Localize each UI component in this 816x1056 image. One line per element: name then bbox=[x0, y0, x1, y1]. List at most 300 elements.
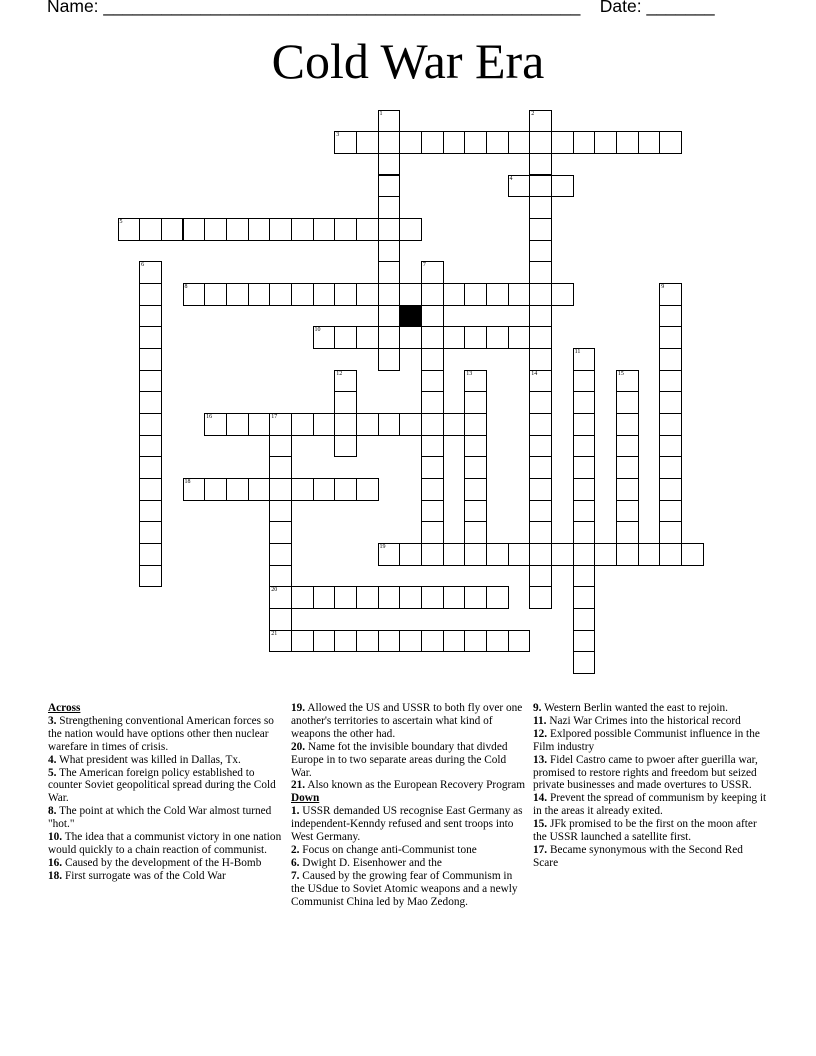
grid-cell[interactable] bbox=[529, 565, 552, 588]
clue-number: 16 bbox=[206, 413, 213, 420]
grid-cell[interactable] bbox=[443, 326, 466, 349]
grid-cell[interactable] bbox=[464, 370, 487, 393]
clue-item bbox=[291, 857, 527, 870]
grid-cell[interactable] bbox=[659, 543, 682, 566]
grid-cell[interactable] bbox=[378, 283, 401, 306]
grid-cell[interactable] bbox=[551, 543, 574, 566]
clue-number: 4 bbox=[509, 175, 513, 182]
grid-cell[interactable] bbox=[616, 500, 639, 523]
clue-item bbox=[291, 805, 527, 844]
grid-cell[interactable] bbox=[659, 305, 682, 328]
grid-cell[interactable] bbox=[269, 500, 292, 523]
grid-cell[interactable] bbox=[204, 283, 227, 306]
grid-cell[interactable] bbox=[313, 586, 336, 609]
grid-cell[interactable] bbox=[139, 456, 162, 479]
grid-cell[interactable] bbox=[248, 283, 271, 306]
clue-item-text: The American foreign policy established to counter Soviet geopolitical spread during the Cold War. bbox=[48, 766, 276, 805]
grid-cell[interactable] bbox=[573, 478, 596, 501]
grid-cell[interactable] bbox=[378, 196, 401, 219]
grid-cell[interactable] bbox=[573, 586, 596, 609]
grid-cell[interactable] bbox=[529, 110, 552, 133]
clue-item-text: Became synonymous with the Second Red Scare bbox=[533, 843, 743, 869]
grid-cell[interactable] bbox=[248, 413, 271, 436]
grid-cell[interactable] bbox=[139, 521, 162, 544]
grid-cell[interactable] bbox=[464, 283, 487, 306]
grid-cell[interactable] bbox=[421, 586, 444, 609]
clue-item-number: 9. bbox=[533, 702, 542, 714]
grid-cell[interactable] bbox=[529, 218, 552, 241]
grid-cell[interactable] bbox=[464, 326, 487, 349]
grid-cell[interactable] bbox=[659, 500, 682, 523]
grid-cell[interactable] bbox=[334, 586, 357, 609]
clue-number: 10 bbox=[314, 327, 321, 334]
grid-cell[interactable] bbox=[529, 586, 552, 609]
clue-item-text: Strengthening conventional American forces so the nation would have options other then nuclear warefare in times of crisis. bbox=[48, 714, 274, 753]
clue-item bbox=[48, 831, 286, 857]
clue-item bbox=[291, 702, 527, 741]
clue-item bbox=[533, 792, 767, 818]
clue-item-text: Nazi War Crimes into the historical record bbox=[546, 714, 741, 727]
grid-cell[interactable] bbox=[139, 413, 162, 436]
grid-cell[interactable] bbox=[638, 131, 661, 154]
grid-cell[interactable] bbox=[421, 131, 444, 154]
grid-cell[interactable] bbox=[139, 478, 162, 501]
grid-cell[interactable] bbox=[378, 543, 401, 566]
grid-cell[interactable] bbox=[269, 435, 292, 458]
clue-number: 8 bbox=[184, 283, 188, 290]
grid-cell[interactable] bbox=[183, 283, 206, 306]
grid-cell[interactable] bbox=[529, 500, 552, 523]
grid-cell[interactable] bbox=[313, 218, 336, 241]
grid-cell[interactable] bbox=[421, 413, 444, 436]
clue-item bbox=[48, 870, 286, 883]
grid-cell[interactable] bbox=[464, 500, 487, 523]
grid-cell[interactable] bbox=[334, 370, 357, 393]
clue-item bbox=[291, 779, 527, 792]
grid-cell[interactable] bbox=[551, 175, 574, 198]
grid-cell[interactable] bbox=[139, 261, 162, 284]
clues-column-3 bbox=[533, 702, 767, 870]
grid-cell[interactable] bbox=[248, 218, 271, 241]
grid-cell[interactable] bbox=[183, 478, 206, 501]
grid-cell[interactable] bbox=[399, 326, 422, 349]
grid-cell[interactable] bbox=[659, 413, 682, 436]
grid-cell[interactable] bbox=[529, 543, 552, 566]
grid-cell[interactable] bbox=[139, 326, 162, 349]
grid-cell[interactable] bbox=[291, 413, 314, 436]
grid-cell[interactable] bbox=[269, 521, 292, 544]
clue-number: 12 bbox=[336, 370, 343, 377]
clue-item bbox=[291, 741, 527, 780]
grid-cell[interactable] bbox=[399, 413, 422, 436]
grid-cell[interactable] bbox=[529, 131, 552, 154]
clue-item bbox=[533, 702, 767, 715]
grid-cell[interactable] bbox=[464, 586, 487, 609]
grid-cell[interactable] bbox=[573, 456, 596, 479]
clue-item-text: The point at which the Cold War almost turned "hot." bbox=[48, 805, 272, 831]
grid-cell[interactable] bbox=[291, 283, 314, 306]
grid-cell[interactable] bbox=[508, 630, 531, 653]
grid-cell[interactable] bbox=[573, 500, 596, 523]
clue-item-number: 19. bbox=[291, 702, 306, 714]
grid-cell[interactable] bbox=[573, 608, 596, 631]
grid-cell[interactable] bbox=[464, 630, 487, 653]
clue-item-number: 3. bbox=[48, 714, 57, 727]
grid-cell[interactable] bbox=[334, 435, 357, 458]
grid-cell[interactable] bbox=[529, 521, 552, 544]
grid-cell[interactable] bbox=[659, 391, 682, 414]
grid-cell[interactable] bbox=[291, 478, 314, 501]
clue-item-text: Caused by the development of the H-Bomb bbox=[62, 856, 262, 869]
grid-cell[interactable] bbox=[616, 370, 639, 393]
grid-cell[interactable] bbox=[313, 413, 336, 436]
grid-cell[interactable] bbox=[443, 630, 466, 653]
grid-cell[interactable] bbox=[269, 608, 292, 631]
grid-cell[interactable] bbox=[508, 543, 531, 566]
grid-cell[interactable] bbox=[464, 131, 487, 154]
grid-cell[interactable] bbox=[399, 283, 422, 306]
clue-number: 20 bbox=[271, 587, 278, 594]
grid-cell[interactable] bbox=[529, 240, 552, 263]
grid-cell[interactable] bbox=[616, 391, 639, 414]
grid-cell[interactable] bbox=[529, 261, 552, 284]
clue-item-text: The idea that a communist victory in one nation would quickly to a chain reaction of communist. bbox=[48, 831, 282, 856]
grid-cell[interactable] bbox=[421, 391, 444, 414]
clue-item-number: 20. bbox=[291, 740, 306, 753]
grid-cell[interactable] bbox=[226, 478, 249, 501]
down-heading: Down bbox=[291, 792, 320, 805]
grid-cell[interactable] bbox=[551, 283, 574, 306]
grid-cell[interactable] bbox=[269, 413, 292, 436]
grid-cell[interactable] bbox=[334, 630, 357, 653]
grid-cell[interactable] bbox=[378, 305, 401, 328]
grid-cell[interactable] bbox=[356, 413, 379, 436]
grid-cell[interactable] bbox=[269, 283, 292, 306]
grid-cell[interactable] bbox=[378, 175, 401, 198]
grid-cell[interactable] bbox=[421, 478, 444, 501]
grid-cell[interactable] bbox=[378, 218, 401, 241]
grid-cell[interactable] bbox=[659, 283, 682, 306]
grid-cell[interactable] bbox=[378, 131, 401, 154]
grid-cell[interactable] bbox=[356, 131, 379, 154]
grid-cell[interactable] bbox=[356, 586, 379, 609]
clue-item bbox=[48, 715, 286, 754]
grid-cell[interactable] bbox=[421, 326, 444, 349]
clue-item-number: 21. bbox=[291, 779, 306, 792]
clue-item bbox=[533, 844, 767, 870]
grid-cell[interactable] bbox=[421, 283, 444, 306]
grid-cell[interactable] bbox=[356, 326, 379, 349]
grid-cell[interactable] bbox=[399, 543, 422, 566]
grid-cell[interactable] bbox=[551, 131, 574, 154]
grid-cell[interactable] bbox=[529, 348, 552, 371]
clue-item-number: 4. bbox=[48, 753, 57, 766]
grid-cell[interactable] bbox=[529, 175, 552, 198]
name-field-label[interactable]: Name: _________________________________________________ bbox=[47, 0, 581, 16]
grid-cell[interactable] bbox=[464, 413, 487, 436]
grid-cell[interactable] bbox=[529, 370, 552, 393]
grid-cell[interactable] bbox=[659, 326, 682, 349]
grid-cell[interactable] bbox=[269, 218, 292, 241]
grid-cell[interactable] bbox=[139, 500, 162, 523]
grid-cell[interactable] bbox=[594, 543, 617, 566]
grid-cell[interactable] bbox=[269, 456, 292, 479]
clue-item-number: 8. bbox=[48, 805, 57, 818]
grid-cell[interactable] bbox=[616, 543, 639, 566]
grid-cell[interactable] bbox=[334, 283, 357, 306]
grid-cell[interactable] bbox=[573, 630, 596, 653]
grid-cell[interactable] bbox=[529, 153, 552, 176]
grid-cell[interactable] bbox=[139, 565, 162, 588]
grid-cell[interactable] bbox=[573, 413, 596, 436]
clue-item-text: Allowed the US and USSR to both fly over one another's territories to ascertain what kind of weapons the other had. bbox=[291, 702, 523, 740]
clue-item-text: Name fot the invisible boundary that divded Europe in to two separate areas during the Cold War. bbox=[291, 740, 508, 779]
grid-cell[interactable] bbox=[421, 521, 444, 544]
page-title: Cold War Era bbox=[271, 33, 545, 89]
grid-cell[interactable] bbox=[204, 218, 227, 241]
clue-item-number: 13. bbox=[533, 753, 548, 766]
grid-cell[interactable] bbox=[659, 370, 682, 393]
clue-item-text: Fidel Castro came to pwoer after guerilla war, promised to restore rights and freedom but seized private businesses and made overtures to USSR. bbox=[533, 753, 758, 792]
grid-cell[interactable] bbox=[204, 413, 227, 436]
clue-item-text: JFk promised to be the first on the moon after the USSR launched a satellite first. bbox=[533, 818, 757, 844]
grid-cell[interactable] bbox=[313, 326, 336, 349]
clue-item-number: 14. bbox=[533, 792, 548, 805]
grid-cell[interactable] bbox=[356, 478, 379, 501]
grid-cell[interactable] bbox=[638, 543, 661, 566]
grid-cell[interactable] bbox=[139, 391, 162, 414]
grid-cell[interactable] bbox=[378, 153, 401, 176]
clues-column-1 bbox=[48, 702, 286, 883]
grid-cell[interactable] bbox=[681, 543, 704, 566]
grid-cell[interactable] bbox=[421, 543, 444, 566]
grid-cell[interactable] bbox=[573, 651, 596, 674]
grid-cell[interactable] bbox=[508, 326, 531, 349]
grid-cell[interactable] bbox=[421, 630, 444, 653]
grid-cell[interactable] bbox=[616, 456, 639, 479]
grid-cell[interactable] bbox=[161, 218, 184, 241]
grid-cell[interactable] bbox=[139, 305, 162, 328]
grid-cell[interactable] bbox=[269, 586, 292, 609]
grid-cell[interactable] bbox=[529, 391, 552, 414]
grid-cell[interactable] bbox=[334, 131, 357, 154]
clue-number: 1 bbox=[379, 110, 383, 117]
grid-cell[interactable] bbox=[573, 391, 596, 414]
clue-number: 11 bbox=[574, 348, 581, 355]
clue-number: 9 bbox=[661, 283, 665, 290]
clue-item-text: Caused by the growing fear of Communism in the USdue to Soviet Atomic weapons and a newly Communist China led by Mao Zedong. bbox=[291, 869, 518, 908]
clue-item-number: 18. bbox=[48, 869, 63, 882]
grid-cell[interactable] bbox=[269, 543, 292, 566]
clue-item bbox=[533, 728, 767, 754]
grid-cell[interactable] bbox=[421, 305, 444, 328]
grid-cell[interactable] bbox=[334, 391, 357, 414]
grid-cell[interactable] bbox=[269, 630, 292, 653]
clue-item-text: Prevent the spread of communism by keeping it in the areas it already exited. bbox=[533, 792, 767, 818]
grid-cell[interactable] bbox=[313, 630, 336, 653]
grid-cell[interactable] bbox=[659, 456, 682, 479]
grid-cell[interactable] bbox=[659, 521, 682, 544]
clue-number: 3 bbox=[336, 132, 340, 139]
grid-cell[interactable] bbox=[378, 348, 401, 371]
grid-cell[interactable] bbox=[659, 435, 682, 458]
grid-cell[interactable] bbox=[443, 543, 466, 566]
grid-cell[interactable] bbox=[529, 456, 552, 479]
grid-cell[interactable] bbox=[204, 478, 227, 501]
grid-cell[interactable] bbox=[573, 348, 596, 371]
grid-cell[interactable] bbox=[334, 326, 357, 349]
clue-item-text: USSR demanded US recognise East Germany as independent-Kenndy refused and sent troops into West Germany. bbox=[291, 805, 523, 844]
grid-cell[interactable] bbox=[443, 586, 466, 609]
grid-cell[interactable] bbox=[399, 218, 422, 241]
grid-cell[interactable] bbox=[356, 218, 379, 241]
grid-cell[interactable] bbox=[659, 478, 682, 501]
grid-cell[interactable] bbox=[464, 435, 487, 458]
grid-cell[interactable] bbox=[486, 283, 509, 306]
grid-cell[interactable] bbox=[616, 521, 639, 544]
grid-cell[interactable] bbox=[378, 630, 401, 653]
grid-cell[interactable] bbox=[378, 261, 401, 284]
clue-number: 5 bbox=[119, 218, 123, 225]
clue-item-text: Also known as the European Recovery Program bbox=[305, 779, 526, 792]
grid-cell[interactable] bbox=[378, 240, 401, 263]
grid-cell[interactable] bbox=[529, 413, 552, 436]
grid-cell[interactable] bbox=[139, 370, 162, 393]
grid-cell[interactable] bbox=[443, 131, 466, 154]
clue-number: 13 bbox=[466, 370, 473, 377]
grid-cell[interactable] bbox=[334, 218, 357, 241]
date-field-label[interactable]: Date: _______ bbox=[599, 0, 715, 16]
grid-cell[interactable] bbox=[573, 521, 596, 544]
grid-cell[interactable] bbox=[139, 348, 162, 371]
grid-cell[interactable] bbox=[378, 110, 401, 133]
clue-item-text: First surrogate was of the Cold War bbox=[62, 869, 226, 882]
grid-cell[interactable] bbox=[399, 630, 422, 653]
clue-item bbox=[291, 844, 527, 857]
clue-number: 17 bbox=[271, 413, 278, 420]
grid-cell[interactable] bbox=[399, 131, 422, 154]
grid-cell[interactable] bbox=[529, 326, 552, 349]
grid-cell[interactable] bbox=[464, 543, 487, 566]
clue-item-number: 16. bbox=[48, 856, 63, 869]
grid-cell[interactable] bbox=[378, 586, 401, 609]
grid-cell[interactable] bbox=[378, 413, 401, 436]
grid-cell[interactable] bbox=[421, 435, 444, 458]
grid-cell[interactable] bbox=[486, 630, 509, 653]
grid-cell[interactable] bbox=[291, 630, 314, 653]
grid-cell[interactable] bbox=[269, 565, 292, 588]
grid-cell[interactable] bbox=[139, 543, 162, 566]
grid-cell[interactable] bbox=[226, 218, 249, 241]
clue-item-text: Exlpored possible Communist influence in the Film industry bbox=[533, 727, 760, 753]
grid-cell[interactable] bbox=[421, 348, 444, 371]
grid-cell[interactable] bbox=[421, 500, 444, 523]
grid-cell[interactable] bbox=[421, 456, 444, 479]
grid-cell[interactable] bbox=[443, 413, 466, 436]
grid-cell[interactable] bbox=[529, 283, 552, 306]
grid-cell[interactable] bbox=[529, 196, 552, 219]
grid-cell[interactable] bbox=[118, 218, 141, 241]
grid-cell[interactable] bbox=[334, 478, 357, 501]
clue-item bbox=[48, 767, 286, 806]
clue-number: 21 bbox=[271, 630, 278, 637]
grid-cell[interactable] bbox=[616, 413, 639, 436]
grid-cell[interactable] bbox=[291, 218, 314, 241]
grid-cell[interactable] bbox=[421, 370, 444, 393]
grid-cell[interactable] bbox=[139, 435, 162, 458]
grid-cell[interactable] bbox=[421, 261, 444, 284]
grid-cell[interactable] bbox=[486, 131, 509, 154]
clue-number: 7 bbox=[422, 262, 426, 269]
grid-cell[interactable] bbox=[313, 478, 336, 501]
grid-cell[interactable] bbox=[291, 586, 314, 609]
clue-item-number: 1. bbox=[291, 805, 300, 818]
grid-cell[interactable] bbox=[248, 478, 271, 501]
grid-cell[interactable] bbox=[529, 305, 552, 328]
grid-cell[interactable] bbox=[399, 586, 422, 609]
across-heading: Across bbox=[48, 702, 81, 714]
grid-cell[interactable] bbox=[508, 283, 531, 306]
clue-number: 6 bbox=[141, 262, 145, 269]
grid-cell[interactable] bbox=[529, 478, 552, 501]
grid-cell[interactable] bbox=[573, 543, 596, 566]
grid-cell[interactable] bbox=[616, 478, 639, 501]
grid-cell[interactable] bbox=[139, 218, 162, 241]
grid-cell[interactable] bbox=[464, 478, 487, 501]
grid-cell[interactable] bbox=[659, 348, 682, 371]
grid-cell[interactable] bbox=[508, 175, 531, 198]
clue-item-text: Dwight D. Eisenhower and the bbox=[299, 856, 442, 869]
grid-cell[interactable] bbox=[183, 218, 206, 241]
grid-cell[interactable] bbox=[464, 391, 487, 414]
grid-cell[interactable] bbox=[486, 326, 509, 349]
grid-cell[interactable] bbox=[508, 131, 531, 154]
clue-item bbox=[533, 715, 767, 728]
grid-cell[interactable] bbox=[313, 283, 336, 306]
grid-cell[interactable] bbox=[334, 413, 357, 436]
grid-cell[interactable] bbox=[594, 131, 617, 154]
grid-cell[interactable] bbox=[573, 565, 596, 588]
grid-cell[interactable] bbox=[486, 543, 509, 566]
grid-cell[interactable] bbox=[529, 435, 552, 458]
grid-cell[interactable] bbox=[573, 435, 596, 458]
grid-cell[interactable] bbox=[356, 630, 379, 653]
clue-item bbox=[533, 754, 767, 793]
grid-cell[interactable] bbox=[139, 283, 162, 306]
clue-item-text: Focus on change anti-Communist tone bbox=[299, 843, 477, 856]
clue-number: 18 bbox=[184, 478, 191, 485]
grid-cell[interactable] bbox=[464, 456, 487, 479]
grid-cell[interactable] bbox=[356, 283, 379, 306]
clue-item-number: 5. bbox=[48, 766, 57, 779]
grid-cell[interactable] bbox=[226, 413, 249, 436]
grid-cell[interactable] bbox=[573, 131, 596, 154]
grid-cell[interactable] bbox=[659, 131, 682, 154]
grid-cell[interactable] bbox=[269, 478, 292, 501]
clue-item-number: 12. bbox=[533, 727, 548, 740]
grid-cell[interactable] bbox=[378, 326, 401, 349]
clue-number: 15 bbox=[617, 370, 624, 377]
grid-cell[interactable] bbox=[226, 283, 249, 306]
clues-column-2 bbox=[291, 702, 527, 909]
grid-cell[interactable] bbox=[464, 521, 487, 544]
grid-cell[interactable] bbox=[486, 586, 509, 609]
grid-cell[interactable] bbox=[573, 370, 596, 393]
grid-cell[interactable] bbox=[616, 131, 639, 154]
grid-cell[interactable] bbox=[443, 283, 466, 306]
clue-number: 14 bbox=[531, 370, 538, 377]
grid-cell[interactable] bbox=[616, 435, 639, 458]
